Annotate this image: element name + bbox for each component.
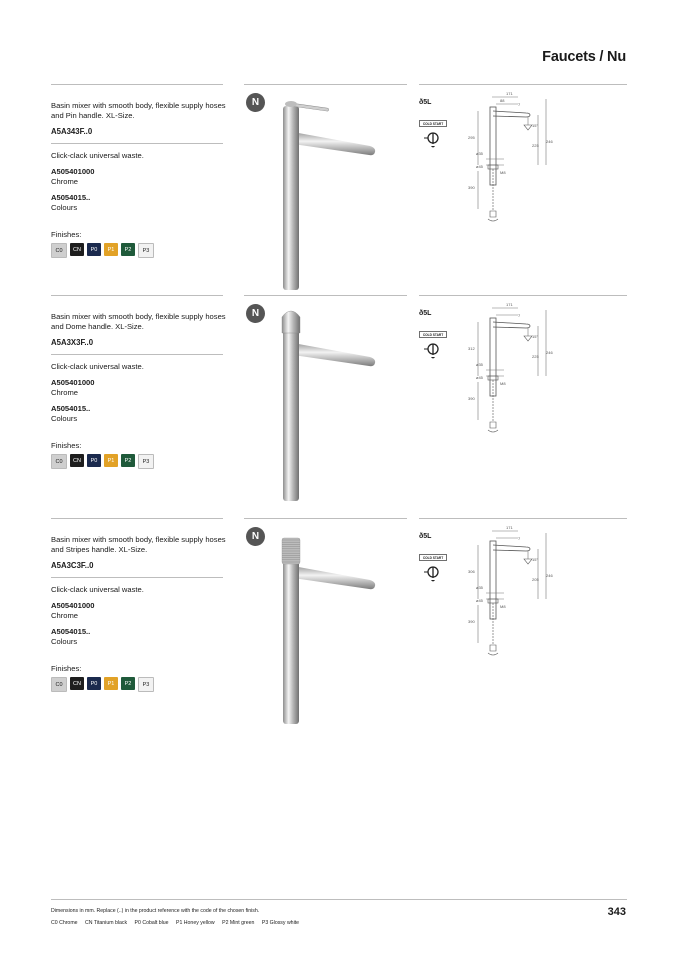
faucet-photo [244,92,406,297]
waste-chrome-code: A505401000 [51,378,95,387]
dim-angle: 15° [532,557,539,562]
legend-item: C0 Chrome [51,920,78,926]
flow-rate-label: ð5L [419,533,432,540]
finish-swatch-p2: P2 [121,677,135,690]
legend-item: P0 Cobalt blue [134,920,169,926]
section-divider [51,518,223,519]
waste-colours-label: Colours [51,413,78,423]
technical-drawing [466,91,562,241]
waste-chrome-label: Chrome [51,176,79,186]
dim-angle: 15° [532,334,539,339]
waste-chrome [51,167,95,186]
product-section [0,295,678,515]
finish-swatch-p1: P1 [104,243,118,256]
finish-swatch-cn: CN [70,243,84,256]
finish-swatches [51,454,154,469]
section-divider [51,295,223,296]
legend-item: P3 Glossy white [261,920,300,926]
waste-colours-code: A5054015.. [51,627,91,636]
section-divider [419,518,627,519]
finish-swatch-cn: CN [70,677,84,690]
technical-drawing [466,525,562,675]
cold-start-icon [419,120,447,150]
dim-handle: 88 [500,98,505,103]
finish-swatch-c0: C0 [51,243,67,258]
faucet-body [283,106,299,290]
dim-diameter-body: ø35 [476,362,483,367]
page-number: 343 [607,906,626,918]
section-divider [244,518,407,519]
dim-offset: 7 [518,102,521,107]
footer-note: Dimensions in mm. Replace (..) in the product reference with the code of the chosen finish. [51,908,260,914]
dim-width: 171 [506,302,513,307]
product-description: Basin mixer with smooth body, flexible supply hoses and Dome handle. XL-Size. [51,312,226,331]
faucet-body [283,540,299,724]
section-divider [419,295,627,296]
cold-start-label: COLD START [422,333,444,337]
new-badge: N [246,93,265,112]
technical-drawing [466,302,562,452]
dim-height-total: 246 [546,139,553,144]
flow-rate-icon [419,310,431,317]
finishes-label: Finishes: [51,230,82,239]
waste-colours-label: Colours [51,202,78,212]
dim-width: 171 [506,525,513,530]
new-badge: N [246,304,265,323]
product-section [0,84,678,304]
dim-angle: 15° [532,123,539,128]
waste-chrome [51,378,95,397]
dim-height-total: 246 [546,573,553,578]
waste-divider [51,577,223,578]
product-reference: A5A343F..0 [51,127,93,136]
dim-height-total: 246 [546,350,553,355]
flow-rate-icon [419,533,431,540]
finish-swatch-p0: P0 [87,454,101,467]
finish-swatch-cn: CN [70,454,84,467]
dim-thread: M8 [500,604,506,609]
dim-height-spout: 225 [532,354,539,359]
waste-colours-code: A5054015.. [51,193,91,202]
legend-item: P2 Mint green [222,920,255,926]
new-badge: N [246,527,265,546]
waste-title: Click-clack universal waste. [51,362,144,371]
flow-rate-icon [419,99,431,106]
section-divider [244,84,407,85]
dim-thread: M8 [500,381,506,386]
finishes-label: Finishes: [51,441,82,450]
dim-offset: 7 [518,536,521,541]
finish-swatch-p2: P2 [121,243,135,256]
cold-start-label: COLD START [422,122,444,126]
waste-chrome-code: A505401000 [51,601,95,610]
waste-title: Click-clack universal waste. [51,585,144,594]
cold-start-label: COLD START [422,556,444,560]
cold-start-icon [419,331,447,361]
legend-item: P1 Honey yellow [176,920,215,926]
cold-start-icon [419,554,447,584]
finishes-label: Finishes: [51,664,82,673]
finish-swatch-p2: P2 [121,454,135,467]
flow-rate-label: ð5L [419,99,432,106]
waste-chrome-label: Chrome [51,610,79,620]
faucet-spout [293,132,375,155]
dim-thread: M8 [500,170,506,175]
dim-diameter-base: ø45 [476,375,483,380]
dim-diameter-base: ø45 [476,164,483,169]
waste-chrome [51,601,95,620]
section-divider [419,84,627,85]
waste-colours-code: A5054015.. [51,404,91,413]
faucet-photo [244,526,406,731]
section-divider [244,295,407,296]
waste-chrome-code: A505401000 [51,167,95,176]
finish-swatch-p1: P1 [104,677,118,690]
waste-colours [51,627,90,646]
finish-swatch-p1: P1 [104,454,118,467]
faucet-body [283,317,299,501]
finish-swatch-p3: P3 [138,677,154,692]
dim-diameter-body: ø35 [476,585,483,590]
dim-width: 171 [506,91,513,96]
section-divider [51,84,223,85]
handle-cap [285,101,297,107]
dim-offset: 7 [518,313,521,318]
page-title: Faucets / Nu [542,49,626,65]
footer-divider [51,899,627,900]
faucet-spout [293,343,375,366]
finish-legend [51,920,305,926]
product-description: Basin mixer with smooth body, flexible supply hoses and Pin handle. XL-Size. [51,101,226,120]
finish-swatch-p0: P0 [87,677,101,690]
finish-swatches [51,677,154,692]
dim-diameter-body: ø35 [476,151,483,156]
faucet-spout [293,566,375,589]
dim-diameter-base: ø45 [476,598,483,603]
flow-rate-label: ð5L [419,310,432,317]
finish-swatch-c0: C0 [51,454,67,469]
product-description: Basin mixer with smooth body, flexible supply hoses and Stripes handle. XL-Size. [51,535,226,554]
finish-swatches [51,243,154,258]
waste-colours-label: Colours [51,636,78,646]
dim-height-body: 306 [468,569,475,574]
legend-item: CN Titanium black [84,920,128,926]
finish-swatch-p0: P0 [87,243,101,256]
finish-swatch-c0: C0 [51,677,67,692]
waste-chrome-label: Chrome [51,387,79,397]
product-reference: A5A3C3F..0 [51,561,94,570]
dim-height-body: 295 [468,135,475,140]
dim-hose-length: 390 [468,185,475,190]
faucet-photo [244,303,406,508]
waste-divider [51,143,223,144]
dim-hose-length: 390 [468,619,475,624]
dome-handle [282,311,300,333]
waste-divider [51,354,223,355]
waste-colours [51,404,90,423]
dim-hose-length: 390 [468,396,475,401]
product-section [0,518,678,738]
dim-height-spout: 205 [532,577,539,582]
finish-swatch-p3: P3 [138,243,154,258]
waste-colours [51,193,90,212]
dim-height-body: 312 [468,346,475,351]
finish-swatch-p3: P3 [138,454,154,469]
dim-height-spout: 225 [532,143,539,148]
waste-title: Click-clack universal waste. [51,151,144,160]
product-reference: A5A3X3F..0 [51,338,94,347]
